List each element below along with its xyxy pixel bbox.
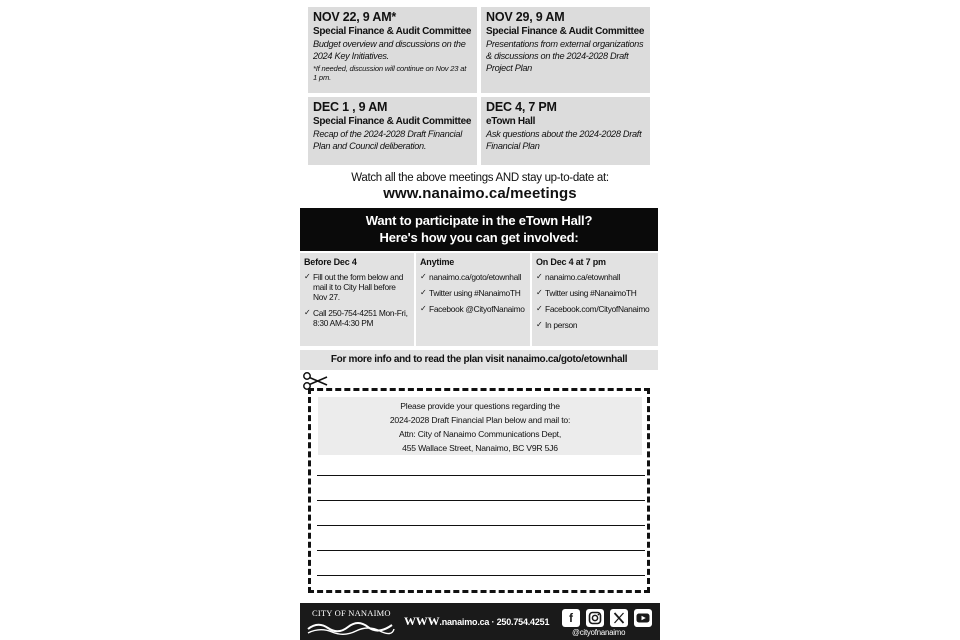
write-line[interactable] (317, 575, 645, 576)
notice-sheet (300, 0, 660, 640)
list-item[interactable]: ✓ Twitter using #NanaimoTH (420, 288, 521, 298)
list-item: ✓ In person (536, 320, 578, 330)
column-heading: Anytime (420, 257, 455, 267)
meeting-title: Special Finance & Audit Committee (313, 26, 472, 37)
meeting-title: Special Finance & Audit Committee (486, 26, 645, 37)
checkmark-icon: ✓ (420, 272, 427, 281)
write-line[interactable] (317, 500, 645, 501)
instruction-line: 2024-2028 Draft Financial Plan below and mail to: (389, 415, 571, 425)
list-item[interactable]: ✓ Facebook.com/CityofNanaimo (536, 304, 650, 314)
meeting-card-dec4 (481, 97, 650, 165)
column-heading: Before Dec 4 (304, 257, 357, 267)
facebook-icon[interactable]: f (562, 609, 580, 627)
meeting-date: DEC 1 , 9 AM (313, 100, 388, 114)
write-line[interactable] (317, 475, 645, 476)
participate-column-before (300, 253, 414, 346)
meeting-date: DEC 4, 7 PM (486, 100, 557, 114)
participate-banner (300, 208, 658, 251)
meeting-title: Special Finance & Audit Committee (313, 116, 472, 127)
wave-logo-icon (306, 619, 396, 635)
mail-in-form (308, 388, 650, 593)
checkmark-icon: ✓ (536, 272, 543, 281)
banner-line-2: Here's how you can get involved: (379, 230, 579, 245)
list-item[interactable]: ✓ Facebook @CityofNanaimo (420, 304, 525, 314)
meeting-date: NOV 22, 9 AM* (313, 10, 397, 24)
watch-text: Watch all the above meetings AND stay up-to-date at: (351, 172, 609, 184)
checkmark-icon: ✓ (420, 288, 427, 297)
write-line[interactable] (317, 550, 645, 551)
checkmark-icon: ✓ (536, 320, 543, 329)
checkmark-icon: ✓ (304, 272, 311, 281)
meeting-date: NOV 29, 9 AM (486, 10, 565, 24)
list-item[interactable]: ✓ Twitter using #NanaimoTH (536, 288, 637, 298)
checkmark-icon: ✓ (304, 308, 311, 317)
column-heading: On Dec 4 at 7 pm (536, 257, 606, 267)
banner-line-1: Want to participate in the eTown Hall? (365, 213, 593, 228)
meeting-card-dec1 (308, 97, 477, 165)
write-line[interactable] (317, 525, 645, 526)
footer-contact[interactable] (404, 614, 549, 629)
list-item: ✓ Call 250-754-4251 Mon-Fri, 8:30 AM-4:30 PM (304, 308, 408, 328)
meeting-description: Recap of the 2024-2028 Draft Financial Plan and Council deliberation. (313, 129, 462, 151)
meeting-title: eTown Hall (486, 116, 536, 127)
meeting-description: Presentations from external organizations & discussions on the 2024-2028 Draft Project Plan (486, 39, 644, 73)
meeting-description: Budget overview and discussions on the 2024 Key Initiatives. (313, 39, 466, 61)
footer-web-text: .nanaimo.ca · 250.754.4251 (439, 617, 550, 627)
x-icon[interactable] (610, 609, 628, 627)
logo-text: CITY OF NANAIMO (312, 608, 391, 618)
participate-column-anytime (416, 253, 530, 346)
meeting-card-nov29 (481, 7, 650, 93)
checkmark-icon: ✓ (536, 288, 543, 297)
meeting-card-nov22 (308, 7, 477, 93)
list-item[interactable]: ✓ nanaimo.ca/etownhall (536, 272, 621, 282)
more-info-bar[interactable]: For more info and to read the plan visit nanaimo.ca/goto/etownhall (300, 350, 658, 370)
meeting-description: Ask questions about the 2024-2028 Draft Financial Plan (486, 129, 642, 151)
social-handle[interactable]: @cityofnanaimo (572, 628, 626, 637)
social-icons (562, 609, 656, 627)
mailing-instructions (318, 397, 642, 455)
footer-bar (300, 603, 660, 640)
instruction-line: Please provide your questions regarding the (400, 401, 560, 411)
checkmark-icon: ✓ (420, 304, 427, 313)
list-item: ✓ Fill out the form below and mail it to City Hall before Nov 27. (304, 272, 404, 302)
watch-section (300, 171, 660, 203)
list-item[interactable]: ✓ nanaimo.ca/goto/etownhall (420, 272, 522, 282)
instruction-line: Attn: City of Nanaimo Communications Dept, (398, 429, 562, 439)
participate-column-dec4 (532, 253, 658, 346)
youtube-icon[interactable] (634, 609, 652, 627)
checkmark-icon: ✓ (536, 304, 543, 313)
www-mark: WWW (404, 614, 440, 628)
city-logo (306, 608, 396, 636)
meetings-url[interactable]: www.nanaimo.ca/meetings (383, 185, 577, 202)
meeting-note: *If needed, discussion will continue on Nov 23 at 1 pm. (313, 64, 467, 82)
instruction-line: 455 Wallace Street, Nanaimo, BC V9R 5J6 (402, 443, 558, 453)
instagram-icon[interactable] (586, 609, 604, 627)
